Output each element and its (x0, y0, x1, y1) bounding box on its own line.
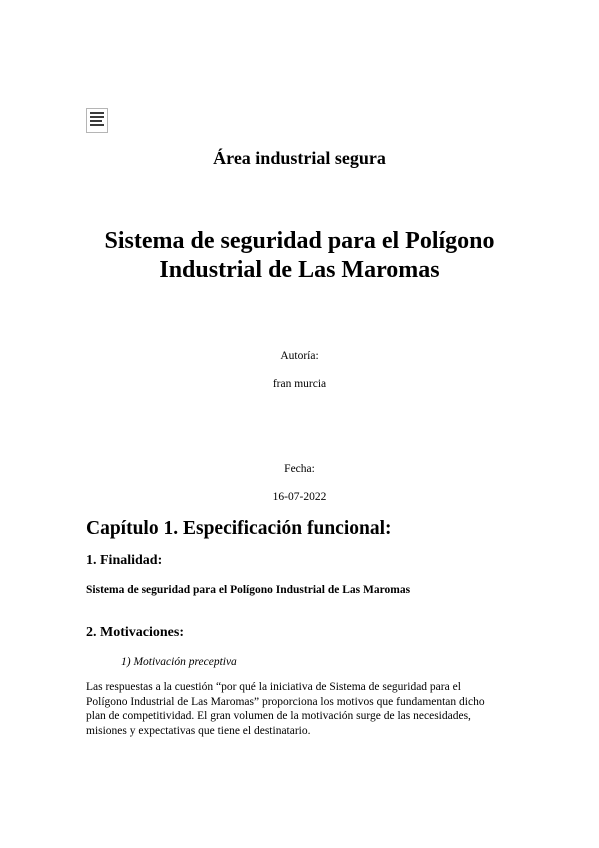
paragraph-line: plan de competitividad. El gran volumen de la motivación surge de las necesidades, (86, 710, 471, 722)
section-heading-motivaciones: 2. Motivaciones: (86, 625, 184, 640)
subsection-heading-motivacion-preceptiva: 1) Motivación preceptiva (121, 656, 237, 668)
document-subtitle: Área industrial segura (213, 148, 386, 168)
chapter-heading: Capítulo 1. Especificación funcional: (86, 518, 392, 539)
paragraph-line: Polígono Industrial de Las Maromas” proporciona los motivos que fundamentan dicho (86, 695, 485, 708)
author-label: Autoría: (280, 350, 319, 362)
motivation-paragraph (86, 680, 516, 738)
logo-image (86, 108, 108, 133)
paragraph-line: misiones y expectativas que tiene el destinatario. (86, 724, 311, 737)
paragraph-line: Las respuestas a la cuestión “por qué la iniciativa de Sistema de seguridad para el (86, 681, 461, 693)
date-value: 16-07-2022 (272, 491, 327, 503)
author-name: fran murcia (272, 378, 327, 390)
document-title-line-1: Sistema de seguridad para el Polígono (104, 228, 495, 254)
document-title (0, 227, 599, 285)
finalidad-text: Sistema de seguridad para el Polígono Industrial de Las Maromas (86, 584, 411, 596)
section-heading-finalidad: 1. Finalidad: (86, 553, 163, 568)
document-title-line-2: Industrial de Las Maromas (159, 257, 440, 283)
date-label: Fecha: (284, 463, 315, 475)
